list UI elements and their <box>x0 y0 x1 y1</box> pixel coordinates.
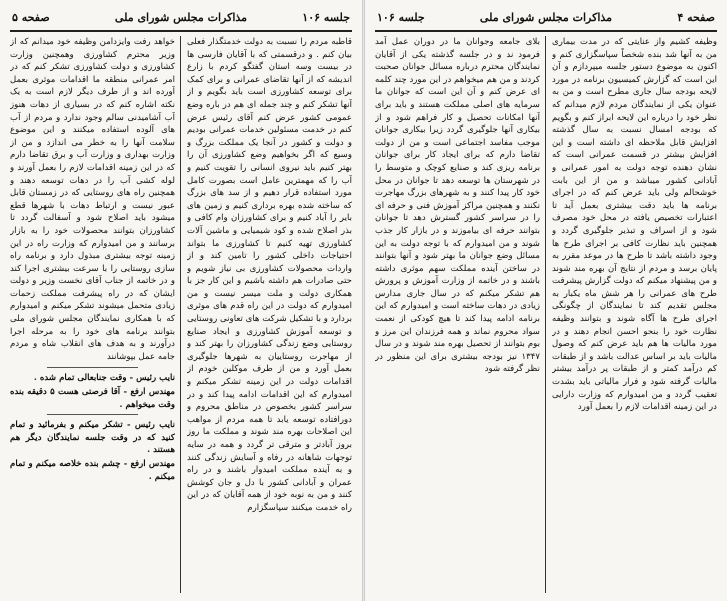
left-page-column-left-text: خواهد رفت وایزدامن وظیفه خود میدانم که از وزیر محترم کشاورزی وهمچنین وزارت کشاورزی و دولت کشاورزی تشکر کنم که در امر عمرانی منطقه ما اقدامات موثری بعمل آورده اند و از طرف دیگر لازم است به یک نکته اشاره کنم که در بسیاری از دهات هنوز آب آشامیدنی سالم وجود ندارد و مردم از آب های آلوده استفاده میکنند و این موضوع سلامت آنها را به خطر می اندازد و من از وزارت بهداری و وزارت آب و برق تقاضا دارم که در این زمینه اقدامات لازم را بعمل آورند و لوله کشی آب را در دهات توسعه دهند و همچنین راه های روستایی که در زمستان قابل عبور نیست و ارتباط دهات با شهرها قطع میشود باید اصلاح شود و آسفالت گردد تا کشاورزان بتوانند محصولات خود را به بازار برسانند و من امیدوارم که وزارت راه در این زمینه توجه بیشتری مبذول دارد و برنامه راه سازی روستایی را با سرعت بیشتری اجرا کند و در خاتمه از جناب آقای نخست وزیر و دولت ایشان که در راه پیشرفت مملکت زحمات زیادی متحمل میشوند تشکر میکنم و امیدوارم که با همکاری نمایندگان مجلس شورای ملی بتوانند برنامه های خود را به مرحله اجرا درآورند و به هدف های انقلاب شاه و مردم جامه عمل بپوشانند <box>10 37 175 362</box>
dialog-block <box>10 367 175 483</box>
right-page <box>365 0 727 601</box>
dialog-line: مهندس ارفع - چشم بنده خلاصه میکنم و تمام میکنم . <box>10 459 175 482</box>
right-page-header <box>375 8 717 32</box>
dialog-line: نایب رئیس - وقت جنابعالی تمام شده . <box>33 373 175 384</box>
right-page-number: صفحه ۴ <box>677 11 715 24</box>
column-divider <box>180 36 181 593</box>
right-page-session: جلسه ۱۰۶ <box>377 11 425 24</box>
left-page-column-right <box>187 36 352 593</box>
dialog-separator <box>47 414 138 415</box>
left-page-column-right-text: قاطبه مردم را نسبت به دولت خدمتگذار فعلی بیان کنم . و درقسمتی که با آقایان فارسی ها در بیست وسه استان گفتگو کردم با زارع اندیشه که از آنها تقاضای عمرانی و برای کمک برای توسعه کشاورزی است باید بگویم و از آنها تشکر کنم و چند جمله ای هم در باره وضع عمومی کشور عرض کنم آقای رئیس عرض کنم در خدمت مسئولین خدمات عمرانی بودیم و دولت و کشور در آنجا یک مملکت بزرگ و وسیع که اگر بخواهیم وضع کشاورزی آن را بهتر کنیم باید نیروی انسانی را تقویت کنیم و آب را که مهمترین عامل است بصورت کامل مورد استفاده قرار دهیم و از سد های بزرگ که ساخته شده بهره برداری کنیم و زمین های بایر را آباد کنیم و برای کشاورزان وام کافی و بذر اصلاح شده و کود شیمیایی و ماشین آلات کشاورزی تهیه کنیم تا کشاورزی ما بتواند احتیاجات داخلی کشور را تامین کند و از واردات محصولات کشاورزی بی نیاز شویم و حتی صادرات هم داشته باشیم و این کار جز با همکاری دولت و ملت میسر نیست و من امیدوارم که دولت در این راه قدم های موثری بردارد و با تشکیل شرکت های تعاونی روستایی و توسعه آموزش کشاورزی و ایجاد صنایع روستایی وضع زندگی کشاورزان را بهتر کند و از مهاجرت روستاییان به شهرها جلوگیری بعمل آورد و من از طرف موکلین خودم از اقدامات دولت در این زمینه تشکر میکنم و امیدوارم که این اقدامات ادامه پیدا کند و در سراسر کشور بخصوص در مناطق محروم و دورافتاده توسعه یابد تا همه مردم از مواهب این اصلاحات بهره مند شوند و مملکت ما روز بروز آبادتر و مترقی تر گردد و همه در سایه توجهات شاهانه در رفاه و آسایش زندگی کنند و به آینده مملکت امیدوار باشند و در راه عمران و آبادانی کشور با دل و جان کوشش کنند و من به نوبه خود از همه آقایان که در این راه خدمت میکنند سپاسگزارم <box>187 37 352 513</box>
dialog-line: نایب رئیس - تشکر میکنم و بفرمائید و تمام کنید که در وقت جلسه نمایندگان دیگر هم هستند . <box>10 420 175 456</box>
left-page-session: جلسه ۱۰۶ <box>302 11 350 24</box>
dialog-line: مهندس ارفع - آقا فرصتی هست ۵ دقیقه بنده وقت میخواهم . <box>10 387 175 410</box>
right-page-column-left <box>375 36 540 593</box>
right-page-column-right <box>552 36 717 593</box>
right-page-column-right-text: وظیفه کشیم واز عنایتی که در مدت بیماری من به آنها شد بنده شخصاً سپاسگزاری کنم و اکنون به موضوع دستور جلسه میپردازم و آن این است که گزارش کمیسیون برنامه در مورد لایحه بودجه سال جاری مطرح است و من به عنوان یکی از نمایندگان مردم لازم میدانم که نظر خود را درباره این لایحه ابراز کنم و بگویم که بودجه امسال نسبت به سال گذشته افزایش قابل ملاحظه ای داشته است و این افزایش بیشتر در قسمت عمرانی است که نشان دهنده توجه دولت به امور عمرانی و آبادانی کشور میباشد و من از این بابت خوشحالم ولی باید عرض کنم که در اجرای برنامه ها باید دقت بیشتری بعمل آید تا اعتبارات تخصیص یافته در محل خود مصرف شود و از اسراف و تبذیر جلوگیری گردد و همچنین باید نظارت کافی بر اجرای طرح ها وجود داشته باشد تا طرح ها در موعد مقرر به پایان برسد و مردم از نتایج آن بهره مند شوند و من پیشنهاد میکنم که دولت گزارش پیشرفت طرح های عمرانی را هر شش ماه یکبار به مجلس تقدیم کند تا نمایندگان از چگونگی اجرای طرح ها آگاه شوند و بتوانند وظیفه نظارت خود را بنحو احسن انجام دهند و در مورد مالیات ها هم باید عرض کنم که وصول مالیات باید بر اساس عدالت باشد و از طبقات کم درآمد کمتر و از طبقات پر درآمد بیشتر مالیات گرفته شود و فرار مالیاتی باید بشدت تعقیب گردد و من امیدوارم که وزارت دارایی در این زمینه اقدامات لازم را بعمل آورد <box>552 37 717 413</box>
right-page-columns <box>375 36 717 593</box>
left-page-number: صفحه ۵ <box>12 11 50 24</box>
right-page-title: مذاکرات مجلس شورای ملی <box>479 11 613 24</box>
left-page <box>0 0 362 601</box>
left-page-header <box>10 8 352 32</box>
right-page-column-left-text: بلای جامعه وجوانان ما در دوران عمل آمد فرمود ند و در جلسه گذشته یکی از آقایان نمایندگان محترم درباره مسائل جوانان صحبت کردند و من هم میخواهم در این مورد چند کلمه ای عرض کنم و آن این است که جوانان ما سرمایه های اصلی مملکت هستند و باید برای آنها امکانات تحصیل و کار فراهم شود و از بیکاری آنها جلوگیری گردد زیرا بیکاری جوانان موجب مفاسد اجتماعی است و من از دولت تقاضا دارم که برای ایجاد کار برای جوانان برنامه ریزی کند و صنایع کوچک و متوسط را در شهرستان ها توسعه دهد تا جوانان در محل خود کار پیدا کنند و به شهرهای بزرگ مهاجرت نکنند و همچنین مراکز آموزش فنی و حرفه ای را در سراسر کشور گسترش دهد تا جوانان بتوانند حرفه ای بیاموزند و در بازار کار جذب شوند و من امیدوارم که با توجه دولت به این مسائل وضع جوانان ما بهتر شود و آنها بتوانند در ساختن آینده مملکت سهم موثری داشته باشند و در خاتمه از وزارت آموزش و پرورش هم تشکر میکنم که در سال جاری مدارس زیادی در دهات ساخته است و امیدوارم که این برنامه ادامه پیدا کند تا هیچ کودکی از نعمت سواد محروم نماند و همه فرزندان این مرز و بوم بتوانند از تحصیل بهره مند شوند و در سال ۱۳۴۷ نیز بودجه بیشتری برای این منظور در نظر گرفته شود <box>375 37 540 375</box>
left-page-column-left <box>10 36 175 593</box>
left-page-title: مذاکرات مجلس شورای ملی <box>114 11 248 24</box>
dialog-separator <box>47 367 138 368</box>
left-page-columns <box>10 36 352 593</box>
column-divider <box>545 36 546 593</box>
